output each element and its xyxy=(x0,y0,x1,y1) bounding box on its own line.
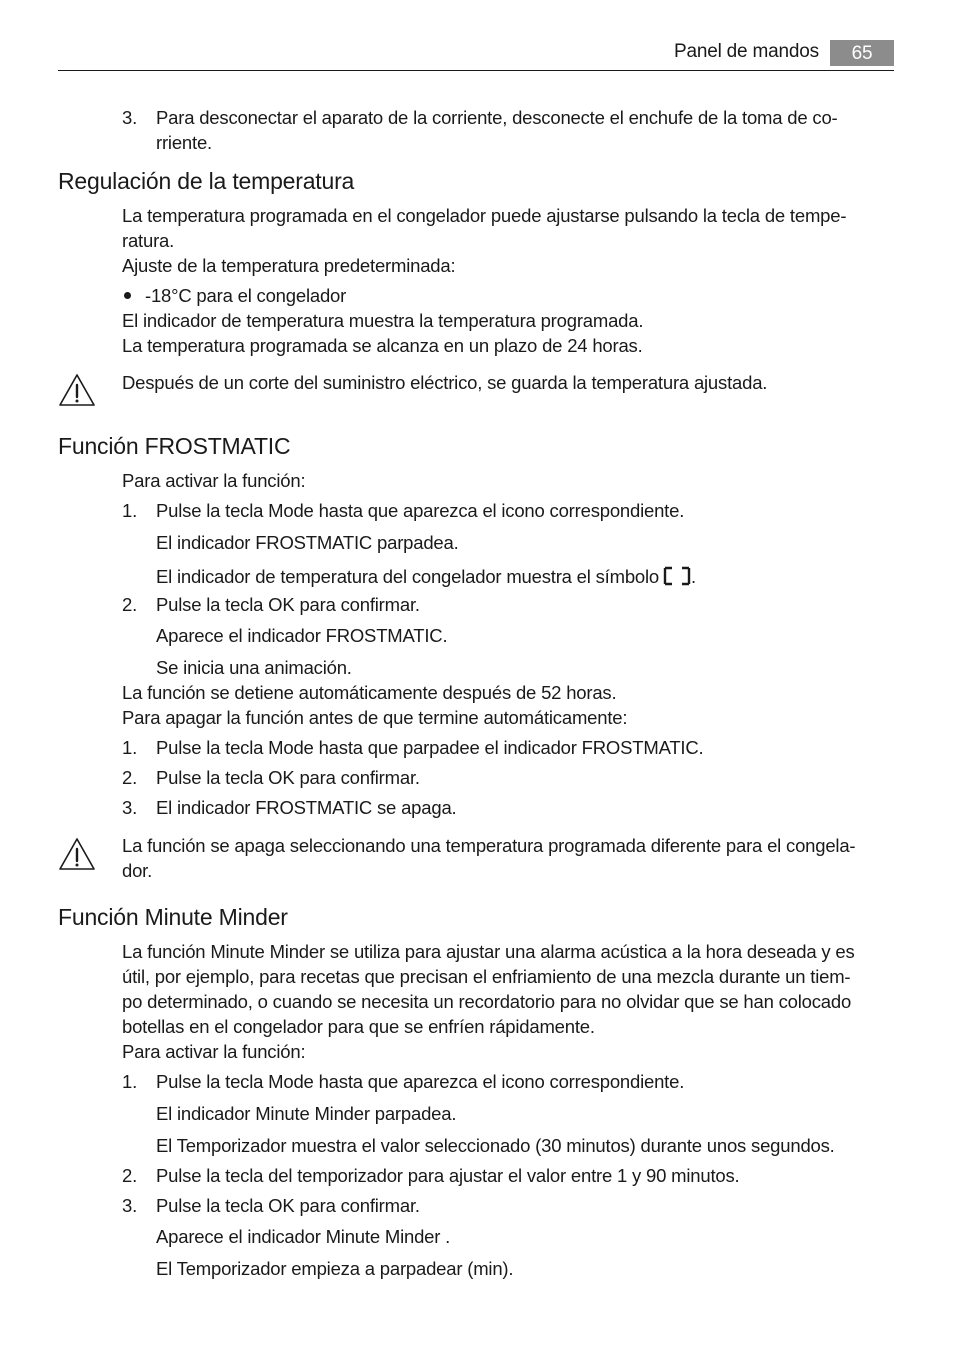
frostmatic-step1-note-b-end: . xyxy=(691,566,696,587)
page-number: 65 xyxy=(830,40,894,66)
header-section-title: Panel de mandos xyxy=(674,41,819,62)
minute-paragraph-line1: La función Minute Minder se utiliza para ajustar una alarma acústica a la hora deseada y es xyxy=(122,941,855,962)
minute-paragraph-line3: po determinado, o cuando se necesita un recordatorio para no olvidar que se han colocado xyxy=(122,991,852,1012)
frostmatic-step2-note-a: Aparece el indicador FROSTMATIC. xyxy=(156,625,448,646)
regulacion-paragraph-line2: ratura. xyxy=(122,230,175,251)
heading-frostmatic: Función FROSTMATIC xyxy=(58,433,291,459)
warning-icon xyxy=(58,373,96,407)
regulacion-paragraph-4: La temperatura programada se alcanza en un plazo de 24 horas. xyxy=(122,335,643,356)
intro-step-number: 3. xyxy=(122,107,138,128)
minute-paragraph-line2: útil, por ejemplo, para recetas que precisan el enfriamiento de una mezcla durante un tiem- xyxy=(122,966,851,987)
frostmatic-stop-label: Para apagar la función antes de que termine automáticamente: xyxy=(122,707,628,728)
frostmatic-step1-note-a: El indicador FROSTMATIC parpadea. xyxy=(156,532,459,553)
minute-step1-note-a: El indicador Minute Minder parpadea. xyxy=(156,1103,457,1124)
header-rule xyxy=(58,70,894,71)
frostmatic-step1-number: 1. xyxy=(122,500,138,521)
minute-step3-text: Pulse la tecla OK para confirmar. xyxy=(156,1195,420,1216)
frostmatic-step1-note-b-text: El indicador de temperatura del congelador muestra el símbolo xyxy=(156,566,659,587)
frostmatic-warning-line1: La función se apaga seleccionando una temperatura programada diferente para el congela- xyxy=(122,835,856,856)
frostmatic-off1-text: Pulse la tecla Mode hasta que parpadee el indicador FROSTMATIC. xyxy=(156,737,704,758)
regulacion-warning-text: Después de un corte del suministro eléctrico, se guarda la temperatura ajustada. xyxy=(122,372,768,393)
intro-step-text-line2: rriente. xyxy=(156,132,212,153)
warning-icon xyxy=(58,837,96,871)
minute-step1-number: 1. xyxy=(122,1071,138,1092)
minute-step1-note-b: El Temporizador muestra el valor seleccionado (30 minutos) durante unos segundos. xyxy=(156,1135,835,1156)
regulacion-paragraph-3: El indicador de temperatura muestra la temperatura programada. xyxy=(122,310,644,331)
heading-minute-minder: Función Minute Minder xyxy=(58,904,288,930)
frostmatic-step1-note-b xyxy=(156,566,696,587)
frostmatic-step2-text: Pulse la tecla OK para confirmar. xyxy=(156,594,420,615)
minute-step3-note-b: El Temporizador empieza a parpadear (min). xyxy=(156,1258,514,1279)
bullet-dot xyxy=(124,292,131,299)
minute-step2-number: 2. xyxy=(122,1165,138,1186)
frostmatic-display-symbol-icon xyxy=(663,566,691,586)
minute-activate-label: Para activar la función: xyxy=(122,1041,306,1062)
minute-step3-number: 3. xyxy=(122,1195,138,1216)
frostmatic-off3-text: El indicador FROSTMATIC se apaga. xyxy=(156,797,457,818)
frostmatic-off1-number: 1. xyxy=(122,737,138,758)
frostmatic-off3-number: 3. xyxy=(122,797,138,818)
regulacion-paragraph-line1: La temperatura programada en el congelador puede ajustarse pulsando la tecla de tempe- xyxy=(122,205,847,226)
frostmatic-off2-number: 2. xyxy=(122,767,138,788)
frostmatic-off2-text: Pulse la tecla OK para confirmar. xyxy=(156,767,420,788)
minute-step1-text: Pulse la tecla Mode hasta que aparezca el icono correspondiente. xyxy=(156,1071,685,1092)
regulacion-default-label: Ajuste de la temperatura predeterminada: xyxy=(122,255,456,276)
intro-step-text-line1: Para desconectar el aparato de la corriente, desconecte el enchufe de la toma de co- xyxy=(156,107,838,128)
minute-step3-note-a: Aparece el indicador Minute Minder . xyxy=(156,1226,451,1247)
heading-regulacion: Regulación de la temperatura xyxy=(58,168,355,194)
frostmatic-stop-auto: La función se detiene automáticamente después de 52 horas. xyxy=(122,682,617,703)
frostmatic-step2-number: 2. xyxy=(122,594,138,615)
frostmatic-step1-text: Pulse la tecla Mode hasta que aparezca el icono correspondiente. xyxy=(156,500,685,521)
minute-paragraph-line4: botellas en el congelador para que se enfríen rápidamente. xyxy=(122,1016,595,1037)
frostmatic-warning-line2: dor. xyxy=(122,860,153,881)
minute-step2-text: Pulse la tecla del temporizador para ajustar el valor entre 1 y 90 minutos. xyxy=(156,1165,740,1186)
frostmatic-step2-note-b: Se inicia una animación. xyxy=(156,657,352,678)
regulacion-bullet-text: -18°C para el congelador xyxy=(145,285,347,306)
frostmatic-activate-label: Para activar la función: xyxy=(122,470,306,491)
